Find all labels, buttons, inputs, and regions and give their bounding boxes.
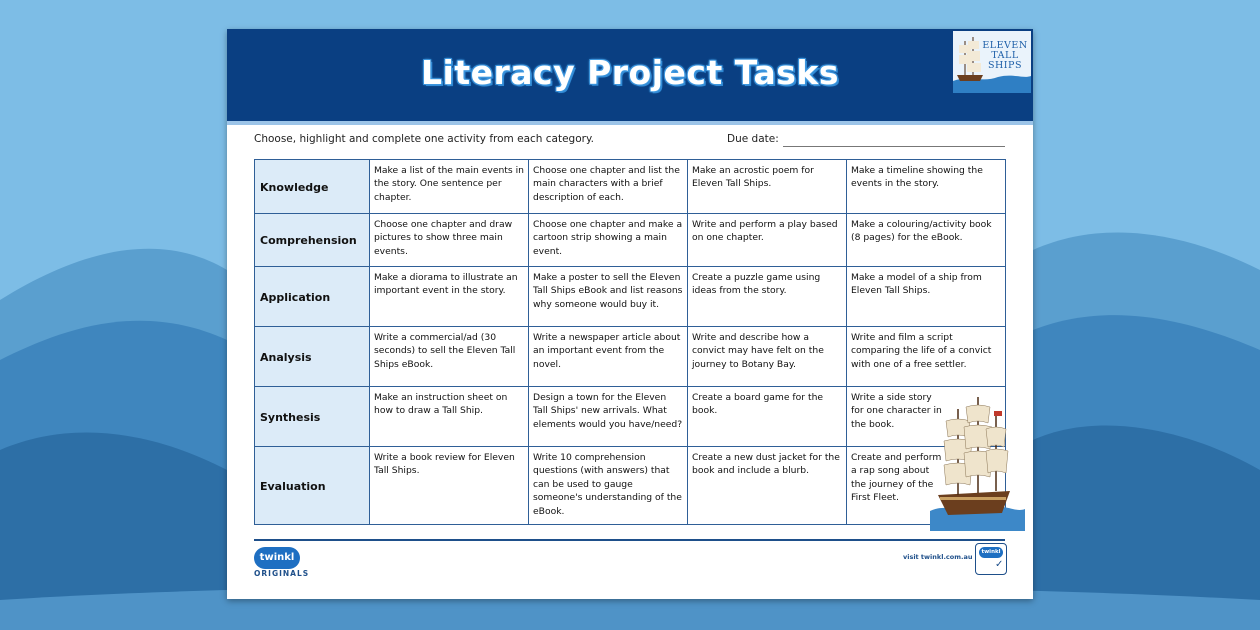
task-cell[interactable]: Choose one chapter and list the main characters with a brief description of each. bbox=[529, 160, 688, 214]
task-cell[interactable]: Choose one chapter and draw pictures to show three main events. bbox=[370, 214, 529, 267]
task-row bbox=[255, 214, 1006, 267]
task-row bbox=[255, 387, 1006, 447]
category-cell: Comprehension bbox=[255, 214, 370, 267]
title-banner bbox=[227, 29, 1033, 125]
category-cell: Evaluation bbox=[255, 447, 370, 525]
task-cell[interactable]: Make a poster to sell the Eleven Tall Ships eBook and list reasons why someone would buy it. bbox=[529, 267, 688, 327]
task-cell[interactable]: Create and perform a rap song about the journey of the First Fleet. bbox=[847, 447, 1006, 525]
task-cell[interactable]: Make a model of a ship from Eleven Tall Ships. bbox=[847, 267, 1006, 327]
task-cell[interactable]: Create a new dust jacket for the book and include a blurb. bbox=[688, 447, 847, 525]
footer-divider bbox=[254, 539, 1005, 541]
task-row bbox=[255, 327, 1006, 387]
category-cell: Synthesis bbox=[255, 387, 370, 447]
visit-link[interactable]: visit twinkl.com.au bbox=[903, 553, 973, 561]
task-row bbox=[255, 447, 1006, 525]
category-cell: Application bbox=[255, 267, 370, 327]
task-cell[interactable]: Write a newspaper article about an important event from the novel. bbox=[529, 327, 688, 387]
task-cell[interactable]: Make an instruction sheet on how to draw a Tall Ship. bbox=[370, 387, 529, 447]
task-cell[interactable]: Write and perform a play based on one chapter. bbox=[688, 214, 847, 267]
page-title: Literacy Project Tasks bbox=[420, 53, 839, 92]
task-cell[interactable]: Make a timeline showing the events in the story. bbox=[847, 160, 1006, 214]
quality-badge bbox=[975, 543, 1007, 575]
twinkl-logo: twinkl bbox=[254, 547, 300, 569]
task-cell[interactable]: Make a list of the main events in the story. One sentence per chapter. bbox=[370, 160, 529, 214]
book-logo-text: ELEVEN TALL SHIPS bbox=[982, 40, 1028, 71]
task-cell[interactable]: Write a book review for Eleven Tall Ships. bbox=[370, 447, 529, 525]
task-cell[interactable]: Design a town for the Eleven Tall Ships' new arrivals. What elements would you have/need? bbox=[529, 387, 688, 447]
task-cell[interactable]: Make an acrostic poem for Eleven Tall Ships. bbox=[688, 160, 847, 214]
task-cell[interactable]: Write a side story for one character in the book. bbox=[847, 387, 1006, 447]
task-cell[interactable]: Make a colouring/activity book (8 pages) for the eBook. bbox=[847, 214, 1006, 267]
task-cell[interactable]: Create a board game for the book. bbox=[688, 387, 847, 447]
task-cell[interactable]: Choose one chapter and make a cartoon strip showing a main event. bbox=[529, 214, 688, 267]
quality-badge-logo: twinkl bbox=[979, 547, 1003, 558]
check-icon: ✓ bbox=[995, 559, 1004, 570]
task-cell[interactable]: Create a puzzle game using ideas from the story. bbox=[688, 267, 847, 327]
twinkl-originals-text: ORIGINALS bbox=[254, 569, 310, 578]
tall-ship-illustration bbox=[930, 391, 1025, 531]
category-cell: Analysis bbox=[255, 327, 370, 387]
due-date-line bbox=[783, 146, 1005, 147]
due-date-label: Due date: bbox=[727, 133, 779, 145]
task-cell[interactable]: Write and film a script comparing the life of a convict with one of a free settler. bbox=[847, 327, 1006, 387]
task-cell[interactable]: Write and describe how a convict may have felt on the journey to Botany Bay. bbox=[688, 327, 847, 387]
worksheet bbox=[227, 29, 1033, 599]
task-cell[interactable]: Write a commercial/ad (30 seconds) to sell the Eleven Tall Ships eBook. bbox=[370, 327, 529, 387]
task-row bbox=[255, 267, 1006, 327]
task-row bbox=[255, 160, 1006, 214]
task-grid bbox=[254, 159, 1006, 525]
task-cell[interactable]: Make a diorama to illustrate an important event in the story. bbox=[370, 267, 529, 327]
task-cell[interactable]: Write 10 comprehension questions (with answers) that can be used to gauge someone's understanding of the eBook. bbox=[529, 447, 688, 525]
category-cell: Knowledge bbox=[255, 160, 370, 214]
instructions: Choose, highlight and complete one activity from each category. bbox=[254, 133, 595, 145]
